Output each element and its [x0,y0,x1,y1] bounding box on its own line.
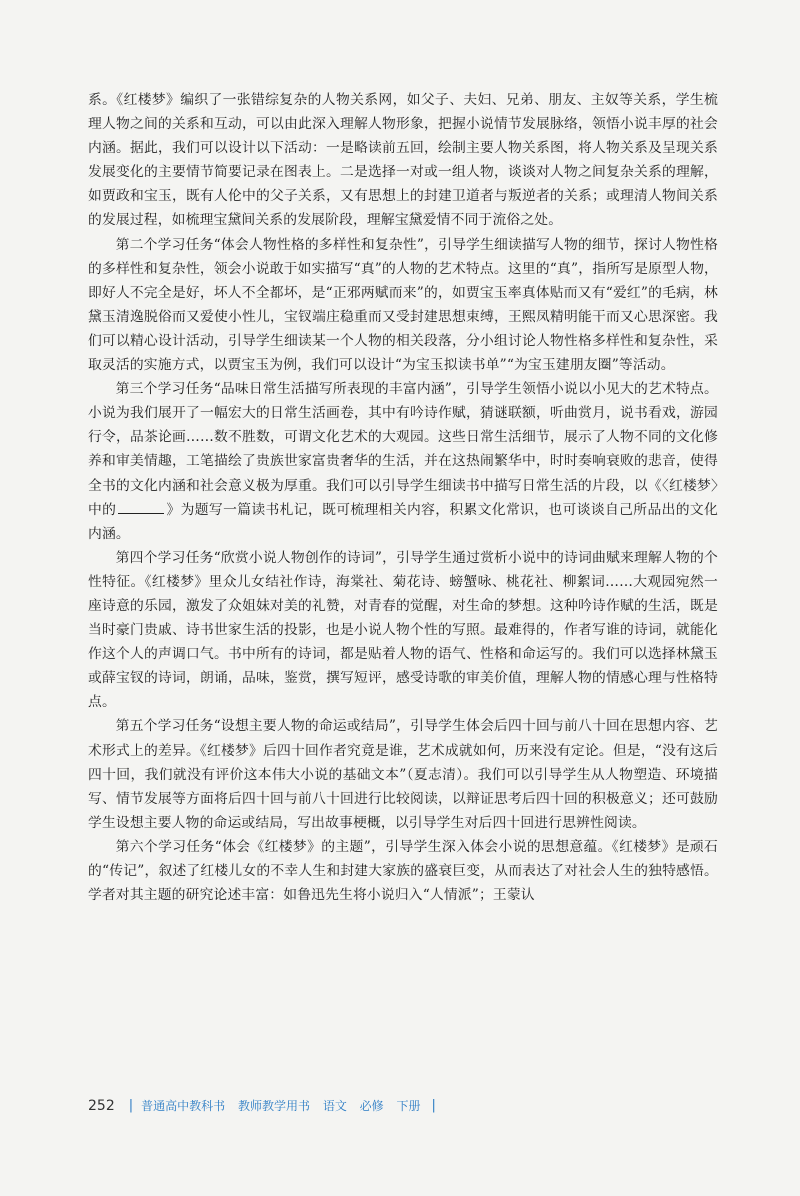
paragraph-task-3 [88,377,718,546]
page-number: 252 [88,1097,115,1114]
paragraph-task-5: 第五个学习任务“设想主要人物的命运或结局”，引导学生体会后四十回与前八十回在思想内容、艺术形式上的差异。《红楼梦》后四十回作者究竟是谁，艺术成就如何，历来没有定论。但是，“没有这后四十回，我们就没有评价这本伟大小说的基础文本”（夏志清）。我们可以引导学生从人物塑造、环境描写、情节发展等方面将后四十回与前八十回进行比较阅读，以辩证思考后四十回的积极意义；还可鼓励学生设想主要人物的命运或结局，写出故事梗概，以引导学生对后四十回进行思辨性阅读。 [88,718,718,831]
paragraph-task-6: 第六个学习任务“体会《红楼梦》的主题”，引导学生深入体会小说的思想意蕴。《红楼梦》是顽石的“传记”，叙述了红楼儿女的不幸人生和封建大家族的盛衰巨变，从而表达了对社会人生的独特感悟。学者对其主题的研究论述丰富：如鲁迅先生将小说归入“人情派”；王蒙认 [88,838,718,904]
paragraph-task-2: 第二个学习任务“体会人物性格的多样性和复杂性”，引导学生细读描写人物的细节，探讨人物性格的多样性和复杂性，领会小说敢于如实描写“真”的人物的艺术特点。这里的“真”，指所写是原型人物，即好人不完全是好，坏人不全都坏，是“正邪两赋而来”的，如贾宝玉率真体贴而又有“爱红”的毛病，林黛玉清逸脱俗而又爱使小性儿，宝钗端庄稳重而又受封建思想束缚，王熙凤精明能干而又心思深密。我们可以精心设计活动，引导学生细读某一个人物的相关段落，分小组讨论人物性格多样性和复杂性，采取灵活的实施方式，以贾宝玉为例，我们可以设计“为宝玉拟读书单”“为宝玉建朋友圈”等活动。 [88,236,718,374]
book-volume: 必修 [359,1099,384,1113]
page-footer [88,1097,444,1114]
paragraph-task-4: 第四个学习任务“欣赏小说人物创作的诗词”，引导学生通过赏析小说中的诗词曲赋来理解人物的个性特征。《红楼梦》里众儿女结社作诗，海棠社、菊花诗、螃蟹咏、桃花社、柳絮词……大观园宛然一座诗意的乐园，激发了众姐妹对美的礼赞，对青春的觉醒，对生命的梦想。这种吟诗作赋的生活，既是当时豪门贵戚、诗书世家生活的投影，也是小说人物个性的写照。最难得的，作者写谁的诗词，就能化作这个人的声调口气。书中所有的诗词，都是贴着人物的语气、性格和命运写的。我们可以选择林黛玉或薛宝钗的诗词，朗诵，品味，鉴赏，撰写短评，感受诗歌的审美价值，理解人物的情感心理与性格特点。 [88,549,718,711]
book-info [141,1097,429,1114]
footer-separator: | [128,1098,134,1113]
task-3-text-after: 》为题写一篇读书札记，既可梳理相关内容，积累文化常识，也可谈谈自己所品出的文化内涵。 [88,501,718,542]
body-text [88,88,718,907]
book-type: 教师教学用书 [237,1099,310,1113]
book-series: 普通高中教科书 [141,1099,226,1113]
footer-separator-end: | [431,1098,436,1113]
fill-in-blank [118,501,164,514]
paragraph-continued: 系。《红楼梦》编织了一张错综复杂的人物关系网，如父子、夫妇、兄弟、朋友、主奴等关系，学生梳理人物之间的关系和互动，可以由此深入理解人物形象，把握小说情节发展脉络，领悟小说丰厚的社会内涵。据此，我们可以设计以下活动：一是略读前五回，绘制主要人物关系图，将人物关系及呈现关系发展变化的主要情节简要记录在图表上。二是选择一对或一组人物，谈谈对人物之间复杂关系的理解，如贾政和宝玉，既有人伦中的父子关系，又有思想上的封建卫道者与叛逆者的关系；或理清人物间关系的发展过程，如梳理宝黛间关系的发展阶段，理解宝黛爱情不同于流俗之处。 [88,92,718,229]
book-subject: 语文 [322,1099,347,1113]
task-3-text-before: 第三个学习任务“品味日常生活描写所表现的丰富内涵”，引导学生领悟小说以小见大的艺术特点。小说为我们展开了一幅宏大的日常生活画卷，其中有吟诗作赋，猜谜联额，听曲赏月，说书看戏，游园行令，品茶论画……数不胜数，可谓文化艺术的大观园。这些日常生活细节，展示了人物不同的文化修养和审美情趣，工笔描绘了贵族世家富贵奢华的生活，并在这热闹繁华中，时时奏响衰败的悲音，使得全书的文化内涵和社会意义极为厚重。我们可以引导学生细读书中描写日常生活的片段，以《〈红楼梦〉中的 [88,381,718,518]
book-part: 下册 [396,1099,421,1113]
